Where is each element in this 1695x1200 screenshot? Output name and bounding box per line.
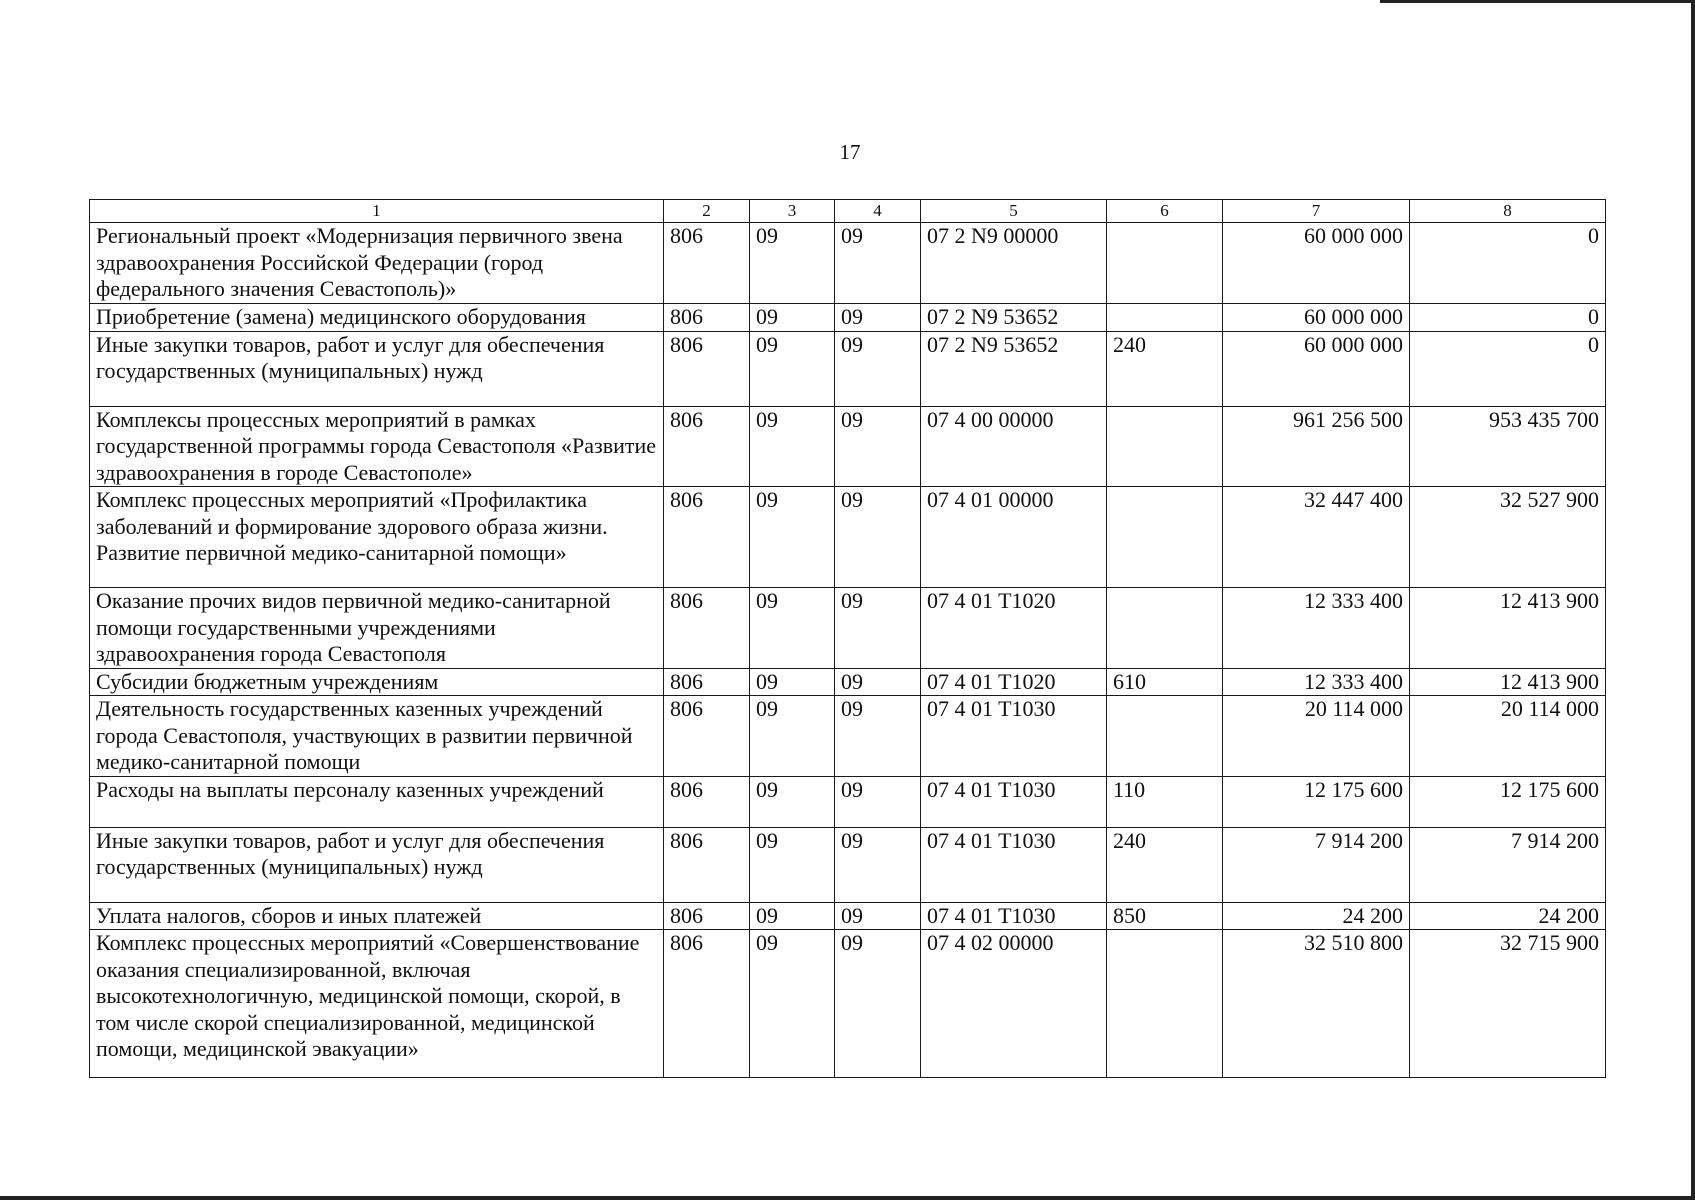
amount-year1-cell: 12 333 400 bbox=[1223, 668, 1410, 696]
amount-year1-cell: 24 200 bbox=[1223, 902, 1410, 930]
table-row bbox=[90, 487, 1606, 588]
ministry-code-cell: 806 bbox=[664, 331, 750, 406]
table-row bbox=[90, 668, 1606, 696]
target-article-cell: 07 4 01 T1030 bbox=[921, 696, 1107, 777]
item-name-cell: Региональный проект «Модернизация первичного звена здравоохранения Российской Федерации (город федерального значения Севастополь)» bbox=[90, 223, 664, 304]
ministry-code-cell: 806 bbox=[664, 827, 750, 902]
table-row bbox=[90, 588, 1606, 669]
column-header: 4 bbox=[835, 200, 921, 223]
subsection-code-cell: 09 bbox=[835, 331, 921, 406]
amount-year2-cell: 953 435 700 bbox=[1410, 406, 1606, 487]
item-name-cell: Комплексы процессных мероприятий в рамках государственной программы города Севастополя «Развитие здравоохранения в городе Севастополе» bbox=[90, 406, 664, 487]
subsection-code-cell: 09 bbox=[835, 902, 921, 930]
target-article-cell: 07 2 N9 53652 bbox=[921, 304, 1107, 332]
amount-year2-cell: 32 527 900 bbox=[1410, 487, 1606, 588]
ministry-code-cell: 806 bbox=[664, 668, 750, 696]
amount-year2-cell: 12 175 600 bbox=[1410, 776, 1606, 827]
expense-type-cell bbox=[1107, 930, 1223, 1078]
section-code-cell: 09 bbox=[750, 696, 835, 777]
amount-year2-cell: 0 bbox=[1410, 331, 1606, 406]
section-code-cell: 09 bbox=[750, 487, 835, 588]
amount-year2-cell: 24 200 bbox=[1410, 902, 1606, 930]
section-code-cell: 09 bbox=[750, 930, 835, 1078]
subsection-code-cell: 09 bbox=[835, 406, 921, 487]
expense-type-cell: 850 bbox=[1107, 902, 1223, 930]
item-name-cell: Деятельность государственных казенных учреждений города Севастополя, участвующих в развитии первичной медико-санитарной помощи bbox=[90, 696, 664, 777]
ministry-code-cell: 806 bbox=[664, 588, 750, 669]
table-row bbox=[90, 304, 1606, 332]
column-header: 7 bbox=[1223, 200, 1410, 223]
column-header: 2 bbox=[664, 200, 750, 223]
ministry-code-cell: 806 bbox=[664, 776, 750, 827]
column-header: 1 bbox=[90, 200, 664, 223]
target-article-cell: 07 4 01 T1020 bbox=[921, 668, 1107, 696]
table-row bbox=[90, 930, 1606, 1078]
target-article-cell: 07 4 01 T1020 bbox=[921, 588, 1107, 669]
section-code-cell: 09 bbox=[750, 406, 835, 487]
expense-type-cell bbox=[1107, 487, 1223, 588]
subsection-code-cell: 09 bbox=[835, 588, 921, 669]
target-article-cell: 07 4 01 00000 bbox=[921, 487, 1107, 588]
column-header: 6 bbox=[1107, 200, 1223, 223]
amount-year1-cell: 20 114 000 bbox=[1223, 696, 1410, 777]
expense-type-cell bbox=[1107, 406, 1223, 487]
ministry-code-cell: 806 bbox=[664, 696, 750, 777]
scan-edge-bottom bbox=[0, 1196, 1695, 1200]
section-code-cell: 09 bbox=[750, 902, 835, 930]
amount-year1-cell: 12 175 600 bbox=[1223, 776, 1410, 827]
amount-year1-cell: 961 256 500 bbox=[1223, 406, 1410, 487]
subsection-code-cell: 09 bbox=[835, 776, 921, 827]
expense-type-cell: 110 bbox=[1107, 776, 1223, 827]
amount-year1-cell: 32 510 800 bbox=[1223, 930, 1410, 1078]
table-row bbox=[90, 223, 1606, 304]
ministry-code-cell: 806 bbox=[664, 487, 750, 588]
expense-type-cell bbox=[1107, 696, 1223, 777]
item-name-cell: Иные закупки товаров, работ и услуг для обеспечения государственных (муниципальных) нужд bbox=[90, 827, 664, 902]
item-name-cell: Субсидии бюджетным учреждениям bbox=[90, 668, 664, 696]
section-code-cell: 09 bbox=[750, 827, 835, 902]
expense-type-cell: 240 bbox=[1107, 331, 1223, 406]
ministry-code-cell: 806 bbox=[664, 304, 750, 332]
item-name-cell: Уплата налогов, сборов и иных платежей bbox=[90, 902, 664, 930]
item-name-cell: Расходы на выплаты персоналу казенных учреждений bbox=[90, 776, 664, 827]
amount-year2-cell: 7 914 200 bbox=[1410, 827, 1606, 902]
expense-type-cell bbox=[1107, 304, 1223, 332]
item-name-cell: Оказание прочих видов первичной медико-санитарной помощи государственными учреждениями здравоохранения города Севастополя bbox=[90, 588, 664, 669]
target-article-cell: 07 2 N9 00000 bbox=[921, 223, 1107, 304]
item-name-cell: Иные закупки товаров, работ и услуг для обеспечения государственных (муниципальных) нужд bbox=[90, 331, 664, 406]
column-header: 3 bbox=[750, 200, 835, 223]
item-name-cell: Приобретение (замена) медицинского оборудования bbox=[90, 304, 664, 332]
amount-year1-cell: 60 000 000 bbox=[1223, 304, 1410, 332]
target-article-cell: 07 4 00 00000 bbox=[921, 406, 1107, 487]
target-article-cell: 07 4 01 T1030 bbox=[921, 902, 1107, 930]
target-article-cell: 07 4 01 T1030 bbox=[921, 827, 1107, 902]
amount-year1-cell: 60 000 000 bbox=[1223, 223, 1410, 304]
page-number: 17 bbox=[839, 140, 861, 164]
item-name-cell: Комплекс процессных мероприятий «Совершенствование оказания специализированной, включая высокотехнологичную, медицинской помощи, скорой, в том числе скорой специализированной, медицинской помощи, медицинской эвакуации» bbox=[90, 930, 664, 1078]
table-body bbox=[90, 223, 1606, 1078]
header-row bbox=[90, 200, 1606, 223]
column-header: 5 bbox=[921, 200, 1107, 223]
target-article-cell: 07 4 01 T1030 bbox=[921, 776, 1107, 827]
amount-year2-cell: 0 bbox=[1410, 223, 1606, 304]
ministry-code-cell: 806 bbox=[664, 930, 750, 1078]
scan-edge-top bbox=[1380, 0, 1695, 3]
section-code-cell: 09 bbox=[750, 331, 835, 406]
section-code-cell: 09 bbox=[750, 588, 835, 669]
subsection-code-cell: 09 bbox=[835, 223, 921, 304]
target-article-cell: 07 2 N9 53652 bbox=[921, 331, 1107, 406]
expense-type-cell bbox=[1107, 223, 1223, 304]
amount-year2-cell: 12 413 900 bbox=[1410, 668, 1606, 696]
ministry-code-cell: 806 bbox=[664, 223, 750, 304]
amount-year2-cell: 20 114 000 bbox=[1410, 696, 1606, 777]
table-row bbox=[90, 331, 1606, 406]
amount-year1-cell: 12 333 400 bbox=[1223, 588, 1410, 669]
ministry-code-cell: 806 bbox=[664, 406, 750, 487]
subsection-code-cell: 09 bbox=[835, 696, 921, 777]
subsection-code-cell: 09 bbox=[835, 930, 921, 1078]
table-row bbox=[90, 827, 1606, 902]
target-article-cell: 07 4 02 00000 bbox=[921, 930, 1107, 1078]
amount-year1-cell: 32 447 400 bbox=[1223, 487, 1410, 588]
ministry-code-cell: 806 bbox=[664, 902, 750, 930]
table-row bbox=[90, 406, 1606, 487]
amount-year1-cell: 60 000 000 bbox=[1223, 331, 1410, 406]
section-code-cell: 09 bbox=[750, 223, 835, 304]
subsection-code-cell: 09 bbox=[835, 487, 921, 588]
section-code-cell: 09 bbox=[750, 776, 835, 827]
subsection-code-cell: 09 bbox=[835, 304, 921, 332]
amount-year2-cell: 0 bbox=[1410, 304, 1606, 332]
budget-table bbox=[89, 199, 1606, 1078]
amount-year2-cell: 32 715 900 bbox=[1410, 930, 1606, 1078]
expense-type-cell bbox=[1107, 588, 1223, 669]
item-name-cell: Комплекс процессных мероприятий «Профилактика заболеваний и формирование здорового образа жизни. Развитие первичной медико-санитарной помощи» bbox=[90, 487, 664, 588]
expense-type-cell: 610 bbox=[1107, 668, 1223, 696]
amount-year2-cell: 12 413 900 bbox=[1410, 588, 1606, 669]
table-row bbox=[90, 902, 1606, 930]
amount-year1-cell: 7 914 200 bbox=[1223, 827, 1410, 902]
expense-type-cell: 240 bbox=[1107, 827, 1223, 902]
table-row bbox=[90, 776, 1606, 827]
scan-edge-right bbox=[1691, 0, 1695, 1200]
table-row bbox=[90, 696, 1606, 777]
section-code-cell: 09 bbox=[750, 668, 835, 696]
section-code-cell: 09 bbox=[750, 304, 835, 332]
subsection-code-cell: 09 bbox=[835, 668, 921, 696]
subsection-code-cell: 09 bbox=[835, 827, 921, 902]
column-header: 8 bbox=[1410, 200, 1606, 223]
